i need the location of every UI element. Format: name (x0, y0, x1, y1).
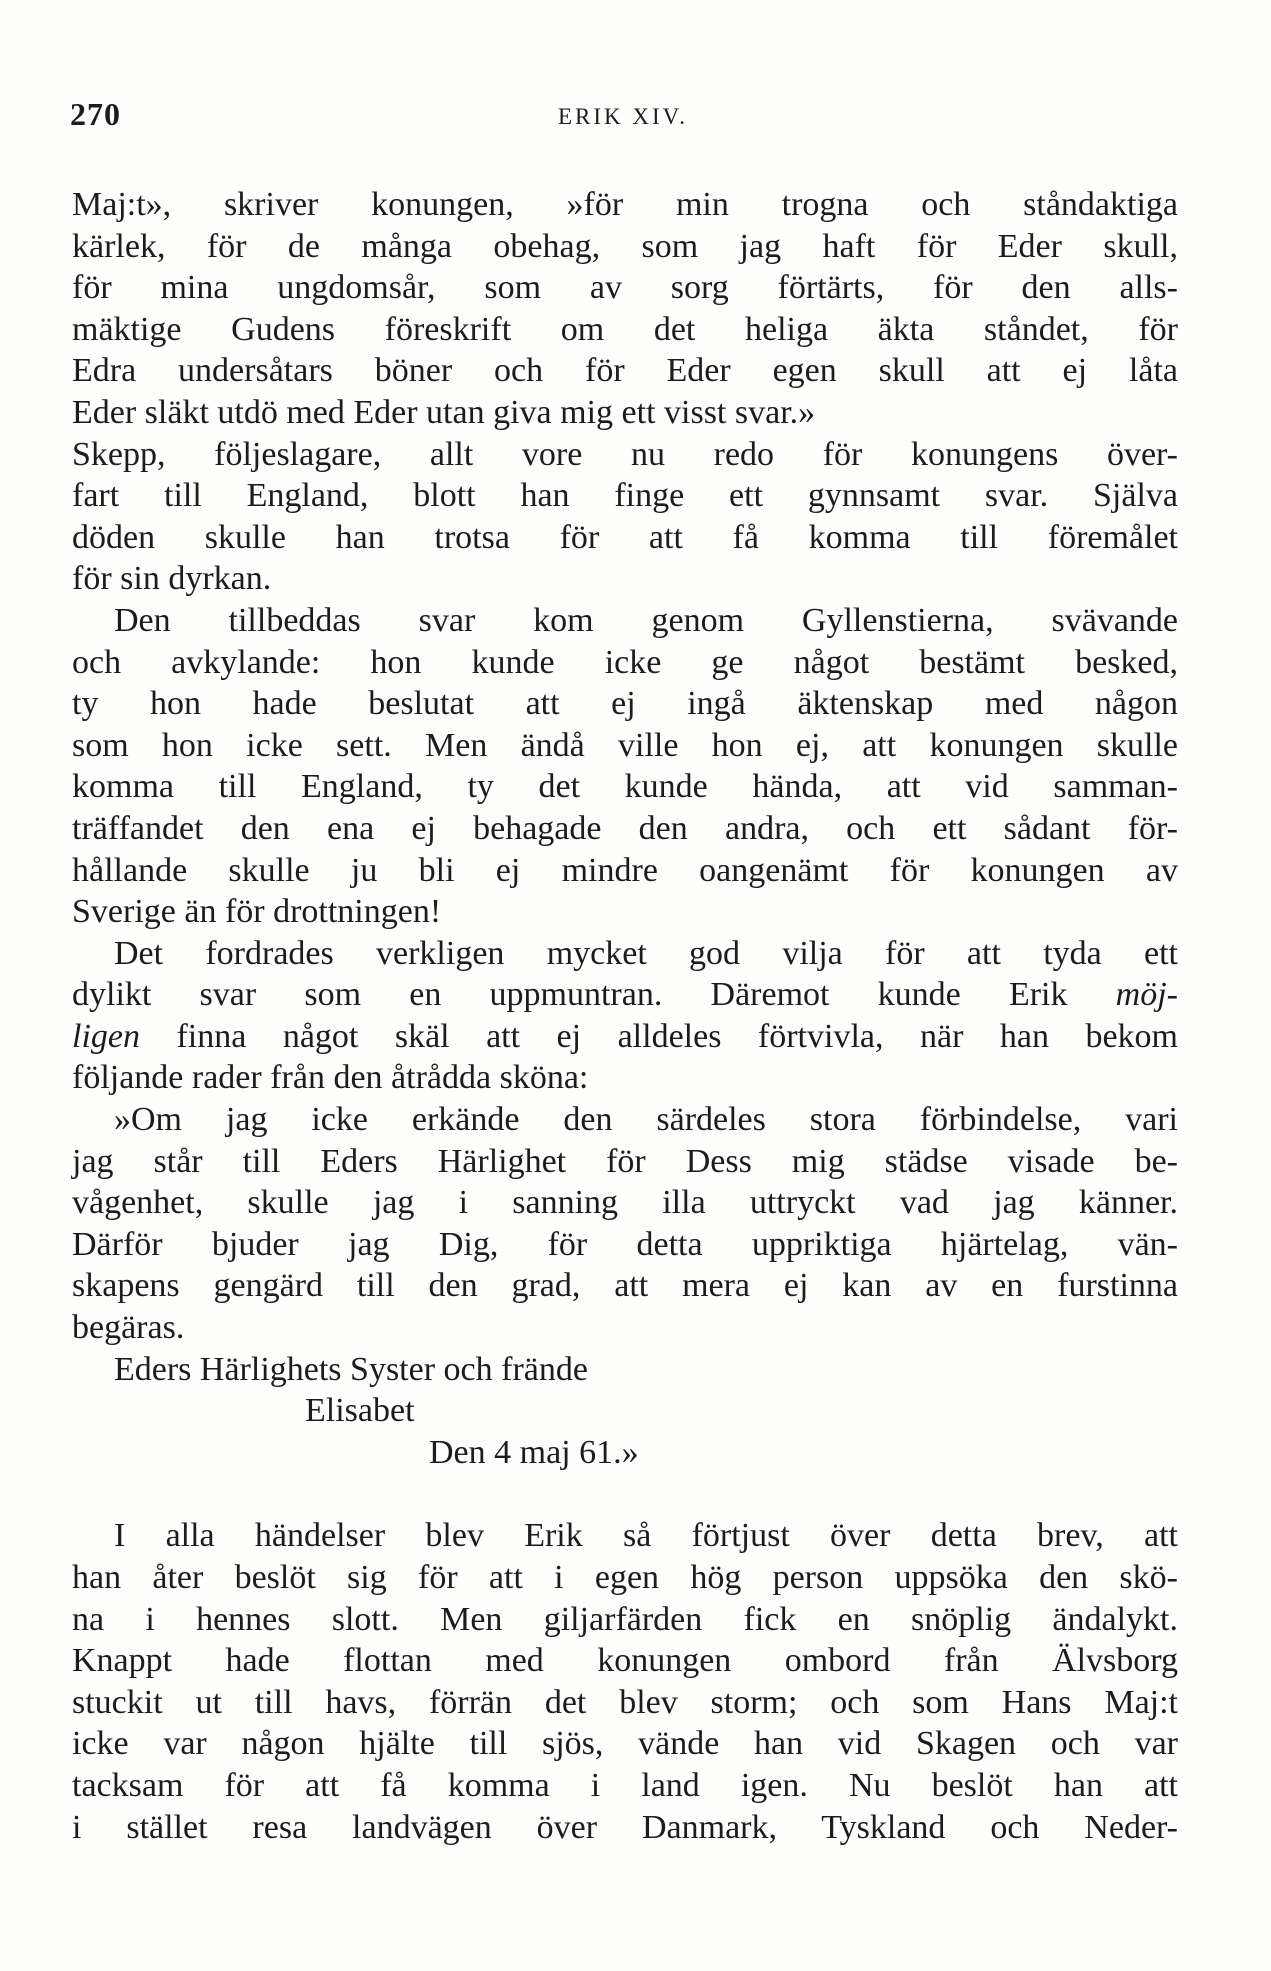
text-line: I alla händelser blev Erik så förtjust över detta brev, att (114, 1517, 1178, 1555)
letter-quote (72, 1099, 1178, 1349)
text-line: Eder släkt utdö med Eder utan giva mig ett visst svar.» (72, 393, 816, 431)
text-line: begäras. (72, 1309, 185, 1347)
page-header (70, 96, 1176, 140)
text-line: träffandet den ena ej behagade den andra, och ett sådant för- (72, 809, 1178, 847)
text-line: döden skulle han trotsa för att få komma till föremålet (72, 518, 1178, 556)
running-head: ERIK XIV. (557, 104, 689, 129)
paragraph-gap (72, 1473, 1178, 1515)
text-line: tacksam för att få komma i land igen. Nu beslöt han att (72, 1766, 1178, 1804)
text-line: ty hon hade beslutat att ej ingå äktenskap med någon (72, 685, 1178, 723)
text-line: Skepp, följeslagare, allt vore nu redo för konungens över- (72, 435, 1178, 473)
paragraph (72, 933, 1178, 1099)
text-line: icke var någon hjälte till sjös, vände han vid Skagen och var (72, 1725, 1178, 1763)
page-number: 270 (70, 96, 121, 132)
text-line: i stället resa landvägen över Danmark, Tyskland och Neder- (72, 1808, 1178, 1846)
text-line: och avkylande: hon kunde icke ge något bestämt besked, (72, 643, 1178, 681)
text-line: mäktige Gudens föreskrift om det heliga äkta ståndet, för (72, 310, 1178, 348)
text-line: stuckit ut till havs, förrän det blev storm; och som Hans Maj:t (72, 1683, 1178, 1721)
text-line: Edra undersåtars böner och för Eder egen skull att ej låta (72, 352, 1178, 390)
text-line: Knappt hade flottan med konungen ombord från Älvsborg (72, 1642, 1178, 1680)
body-text (72, 184, 1178, 1848)
signature-date: Den 4 maj 61.» (429, 1433, 639, 1471)
text-line: han åter beslöt sig för att i egen hög person uppsöka den skö- (72, 1559, 1178, 1596)
text-line: hållande skulle ju bli ej mindre oangenämt för konungen av (72, 851, 1178, 889)
italic-word: möj- (1115, 976, 1178, 1014)
text-line: vågenhet, skulle jag i sanning illa uttryckt vad jag känner. (72, 1184, 1178, 1222)
text-line: Den tillbeddas svar kom genom Gyllenstierna, svävande (114, 601, 1178, 639)
text-line: som hon icke sett. Men ändå ville hon ej, att konungen skulle (72, 726, 1178, 764)
text-line: för sin dyrkan. (72, 560, 272, 598)
italic-word: ligen (72, 1017, 140, 1055)
text-line: skapens gengärd till den grad, att mera ej kan av en furstinna (72, 1267, 1178, 1305)
text-fragment: dylikt svar som en uppmuntran. Däremot kunde Erik (72, 976, 1116, 1014)
paragraph (72, 600, 1178, 933)
text-line (72, 974, 1178, 1016)
text-line: »Om jag icke erkände den särdeles stora förbindelse, vari (114, 1101, 1178, 1139)
text-line (72, 1016, 1178, 1058)
text-line: na i hennes slott. Men giljarfärden fick en snöplig ändalykt. (72, 1600, 1178, 1638)
text-line: Sverige än för drottningen! (72, 893, 442, 931)
signature-closing: Eders Härlighets Syster och frände (114, 1350, 588, 1388)
text-line: Det fordrades verkligen mycket god vilja för att tyda ett (114, 934, 1178, 972)
text-line: Därför bjuder jag Dig, för detta uppriktiga hjärtelag, vän- (72, 1225, 1178, 1263)
text-fragment: finna något skäl att ej alldeles förtvivla, när han bekom (139, 1017, 1178, 1055)
signature-name: Elisabet (305, 1392, 415, 1430)
letter-signature (72, 1349, 1178, 1474)
paragraph (72, 1515, 1178, 1848)
text-line: för mina ungdomsår, som av sorg förtärts, för den alls- (72, 269, 1178, 307)
text-line: Maj:t», skriver konungen, »för min trogna och ståndaktiga (72, 186, 1178, 223)
paragraph (72, 184, 1178, 600)
text-line: följande rader från den åtrådda sköna: (72, 1059, 589, 1097)
text-line: jag står till Eders Härlighet för Dess mig städse visade be- (72, 1142, 1178, 1180)
text-line: kärlek, för de många obehag, som jag haft för Eder skull, (72, 227, 1178, 265)
text-line: fart till England, blott han finge ett gynnsamt svar. Själva (72, 477, 1178, 515)
text-line: komma till England, ty det kunde hända, att vid samman- (72, 768, 1178, 806)
